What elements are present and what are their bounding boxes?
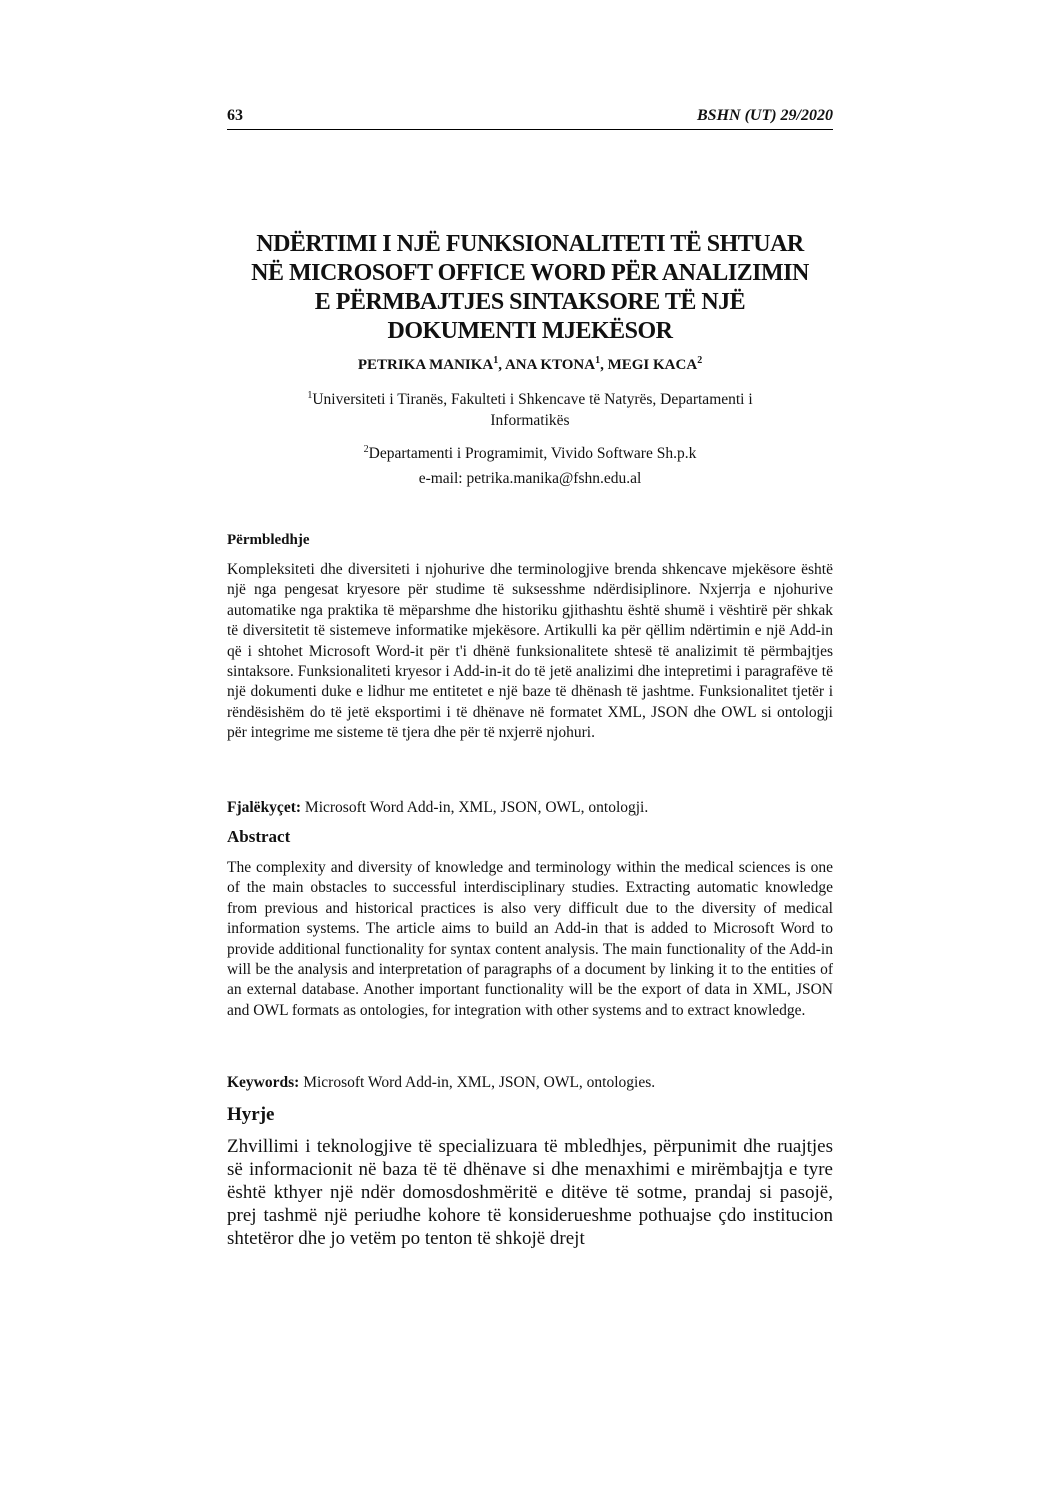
title-line: NDËRTIMI I NJË FUNKSIONALITETI TË SHTUAR [256, 231, 804, 257]
keywords-text: Microsoft Word Add-in, XML, JSON, OWL, ontologies. [299, 1074, 656, 1091]
author-affiliation-mark: 1 [493, 355, 499, 366]
affiliation-text: Departamenti i Programimit, Vivido Software Sh.p.k [368, 445, 697, 463]
section-heading-permbledhje: Përmbledhje [227, 532, 310, 548]
page-number: 63 [227, 107, 243, 124]
keywords-label: Keywords: [227, 1074, 300, 1091]
abstract-albanian: Kompleksiteti dhe diversiteti i njohurive dhe terminologjive brenda shkencave mjekësore është një nga pengesat kryesore për studime të suksesshme ndërdisiplinore. Nxjerrja e njohurive automatike nga praktika të mëparshme dhe historiku gjithashtu është shumë i vështirë për shkak të diversitetit të sistemeve informatike mjekësore. Artikulli ka për qëllim ndërtimin e një Add-in që i shtohet Microsoft Word-it për t'i dhënë funksionalitete shtesë të analizimit të përmbajtjes sintaksore. Funksionaliteti kryesor i Add-in-it do të jetë analizimi dhe intepretimi i paragrafëve të një dokumenti duke e lidhur me entitetet e një baze të dhënash të jashtme. Funksionalitet tjetër i rëndësishëm do të jetë eksportimi i të dhënave në formatet XML, JSON dhe OWL si ontologji për integrime me sisteme të tjera dhe për të nxjerrë njohuri. [227, 561, 833, 742]
keywords-text: Microsoft Word Add-in, XML, JSON, OWL, ontologji. [301, 799, 649, 816]
author-name: ANA KTONA [504, 357, 596, 373]
section-heading-hyrje: Hyrje [227, 1104, 275, 1125]
contact-email: e-mail: petrika.manika@fshn.edu.al [418, 470, 642, 487]
keywords-english [227, 1073, 833, 1093]
affiliation-text: Universiteti i Tiranës, Fakulteti i Shkencave të Natyrës, Departamenti i Informatikës [312, 391, 753, 430]
author-name: PETRIKA MANIKA [357, 357, 494, 373]
keywords-label: Fjalëkyçet: [227, 799, 302, 816]
affiliation-2 [227, 439, 833, 464]
affiliation-1 [227, 385, 833, 431]
author-affiliation-mark: 2 [697, 355, 703, 366]
intro-paragraph: Zhvillimi i teknologjive të specializuara të mbledhjes, përpunimit dhe ruajtjes së informacionit në baza të të dhënave si dhe menaxhimi e mirëmbajtja e tyre është kthyer një ndër domosdoshmëritë e ditëve të sotme, prandaj si pasojë, prej tashmë një periudhe kohore të konsiderueshme pothuajse çdo institucion shtetëror dhe jo vetëm po tenton të shkojë drejt [227, 1136, 833, 1249]
author-affiliation-mark: 1 [595, 355, 601, 366]
title-line: DOKUMENTI MJEKËSOR [387, 318, 673, 344]
paper-title [227, 230, 833, 346]
keywords-albanian [227, 798, 833, 818]
running-header [227, 105, 833, 130]
section-heading-abstract: Abstract [227, 827, 291, 846]
journal-reference: BSHN (UT) 29/2020 [697, 107, 833, 124]
title-line: E PËRMBAJTJES SINTAKSORE TË NJË [314, 289, 746, 315]
abstract-english: The complexity and diversity of knowledge and terminology within the medical sciences is one of the main obstacles to successful interdisciplinary studies. Extracting automatic knowledge from previous and historical practices is also very difficult due to the diversity of medical information systems. The article aims to build an Add-in that is added to Microsoft Word to provide additional functionality for syntax content analysis. The main functionality of the Add-in will be the analysis and interpretation of paragraphs of a document by linking it to the entities of an external database. Another important functionality will be the export of data in XML, JSON and OWL formats as ontologies, for integration with other systems and to extract knowledge. [227, 859, 833, 1019]
affiliation-mark: 1 [307, 390, 313, 401]
title-line: NË MICROSOFT OFFICE WORD PËR ANALIZIMIN [251, 260, 809, 286]
affiliation-mark: 2 [363, 444, 369, 455]
author-list: PETRIKA MANIKA$^1$, ANA KTONA$^1$, MEGI KACA$^2$ [357, 355, 703, 373]
author-name: MEGI KACA [607, 357, 698, 373]
